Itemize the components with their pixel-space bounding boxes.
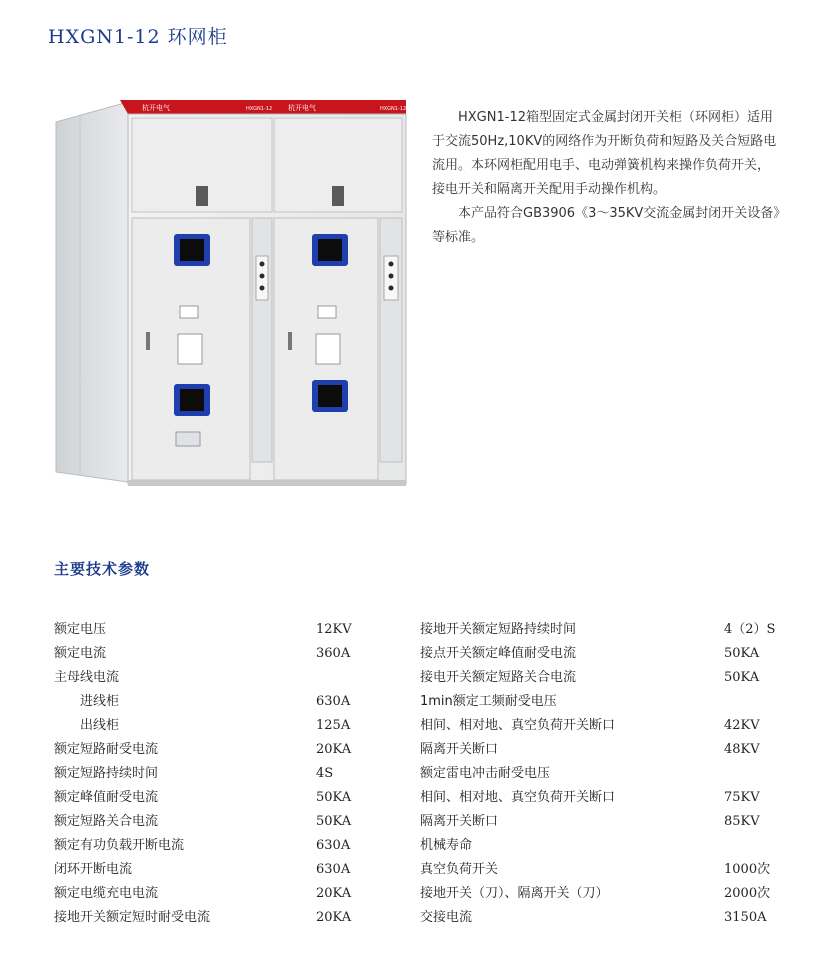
spec-label: 隔离开关断口 [420,742,499,757]
spec-value: 360A [316,646,351,661]
spec-label: 额定短路关合电流 [54,814,159,829]
spec-label: 额定峰值耐受电流 [54,790,159,805]
spec-value: 4S [316,766,334,781]
spec-value: 20KA [316,910,352,925]
spec-label: 接地开关额定短路持续时间 [420,622,577,637]
spec-value: 75KV [724,790,760,805]
spec-label: 主母线电流 [54,670,120,685]
spec-value: 3150A [724,910,767,925]
svg-text:HXGN1-12: HXGN1-12 [380,106,407,112]
spec-label: 闭环开断电流 [54,862,133,877]
spec-value: 48KV [724,742,760,757]
spec-label: 额定雷电冲击耐受电压 [420,766,551,781]
spec-value: 630A [316,838,351,853]
spec-label: 出线柜 [80,718,120,733]
svg-text:HXGN1-12: HXGN1-12 [246,106,273,112]
spec-value: 125A [316,718,351,733]
spec-label: 接地开关额定短时耐受电流 [54,910,211,925]
spec-label: 接地开关（刀）、隔离开关（刀） [420,886,609,901]
spec-value: 1000次 [724,862,771,877]
spec-label: 相间、相对地、真空负荷开关断口 [420,790,616,805]
spec-label: 接电开关额定短路关合电流 [420,670,577,685]
spec-value: 630A [316,694,351,709]
spec-label: 额定短路耐受电流 [54,742,159,757]
spec-label: 隔离开关断口 [420,814,499,829]
spec-label: 1min额定工频耐受电压 [420,694,557,709]
spec-label: 接点开关额定峰值耐受电流 [420,646,577,661]
ring-main-unit-photo [50,80,420,500]
spec-label: 额定电流 [54,646,107,661]
spec-value: 20KA [316,886,352,901]
spec-value: 50KA [316,790,352,805]
spec-label: 额定电压 [54,622,107,637]
spec-value: 42KV [724,718,760,733]
spec-value: 12KV [316,622,352,637]
spec-value: 50KA [724,646,760,661]
spec-value: 50KA [724,670,760,685]
spec-label: 额定短路持续时间 [54,766,159,781]
specs-title: 主要技术参数 [54,560,151,578]
spec-value: 4（2）S [724,622,776,637]
spec-label: 进线柜 [80,694,120,709]
svg-text:杭开电气: 杭开电气 [288,104,316,112]
intro-paragraph: HXGN1-12箱型固定式金属封闭开关柜（环网柜）适用于交流50Hz,10KV的网络作为开断负荷和短路及关合短路电流用。本环网柜配用电手、电动弹簧机构来操作负荷开关，接电开关和隔离开关配用手动操作机构。 [432,110,777,197]
spec-label: 机械寿命 [420,838,473,853]
svg-text:杭开电气: 杭开电气 [142,104,170,112]
spec-label: 真空负荷开关 [420,862,499,877]
spec-label: 交接电流 [420,910,473,925]
spec-value: 50KA [316,814,352,829]
spec-label: 相间、相对地、真空负荷开关断口 [420,718,616,733]
spec-value: 630A [316,862,351,877]
spec-label: 额定有功负载开断电流 [54,838,185,853]
page-title: HXGN1-12 环网柜 [48,26,228,48]
spec-value: 20KA [316,742,352,757]
intro-paragraph: 本产品符合GB3906《3～35KV交流金属封闭开关设备》等标准。 [432,206,780,245]
spec-label: 额定电缆充电电流 [54,886,159,901]
product-intro [432,106,782,250]
spec-value: 2000次 [724,886,771,901]
spec-value: 85KV [724,814,760,829]
